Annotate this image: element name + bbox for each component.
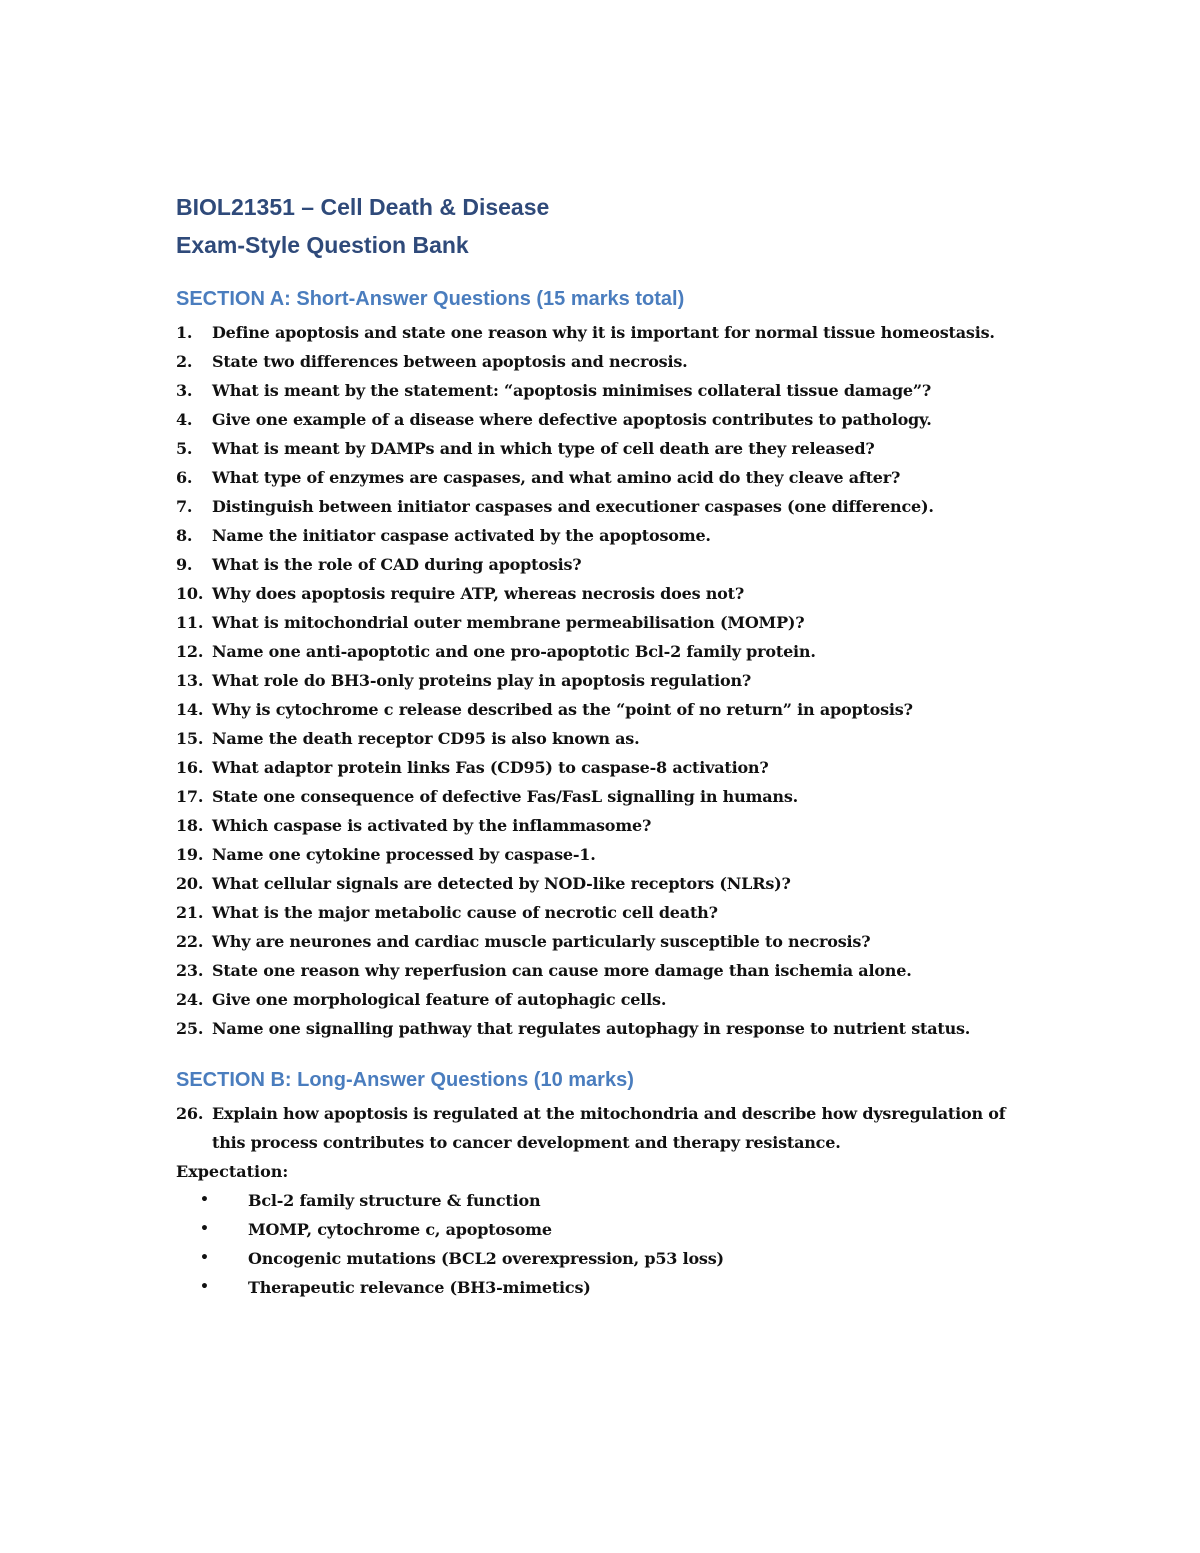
expectation-bullet-list xyxy=(176,1186,1036,1302)
question-number: 14. xyxy=(176,700,204,719)
question-number: 18. xyxy=(176,816,204,835)
document-title: BIOL21351 – Cell Death & Disease xyxy=(176,194,550,220)
document-subtitle: Exam-Style Question Bank xyxy=(176,232,469,258)
question-number: 13. xyxy=(176,671,204,690)
bullet-dot-icon: • xyxy=(200,1250,209,1266)
question-number: 4. xyxy=(176,410,193,429)
question-item-9 xyxy=(176,550,1036,579)
question-item-4 xyxy=(176,405,1036,434)
question-number: 26. xyxy=(176,1104,204,1123)
question-text: Give one example of a disease where defective apoptosis contributes to pathology. xyxy=(212,410,932,429)
expectation-label: Expectation: xyxy=(176,1162,289,1181)
section-a-question-list xyxy=(176,318,1036,1043)
question-text: Why is cytochrome c release described as the “point of no return” in apoptosis? xyxy=(212,700,913,719)
question-text: Which caspase is activated by the inflammasome? xyxy=(212,816,652,835)
question-item-10 xyxy=(176,579,1036,608)
question-text: What is the major metabolic cause of necrotic cell death? xyxy=(212,903,718,922)
question-number: 22. xyxy=(176,932,204,951)
question-number: 16. xyxy=(176,758,204,777)
question-item-6 xyxy=(176,463,1036,492)
question-number: 11. xyxy=(176,613,204,632)
question-number: 25. xyxy=(176,1019,204,1038)
question-text: Distinguish between initiator caspases and executioner caspases (one difference). xyxy=(212,497,934,516)
question-item-8 xyxy=(176,521,1036,550)
bullet-text: Bcl-2 family structure & function xyxy=(248,1191,541,1210)
question-number: 19. xyxy=(176,845,204,864)
question-item-12 xyxy=(176,637,1036,666)
question-number: 2. xyxy=(176,352,193,371)
expectation-bullet-item xyxy=(176,1273,1036,1302)
question-item-20 xyxy=(176,869,1036,898)
question-text: State one consequence of defective Fas/FasL signalling in humans. xyxy=(212,787,799,806)
document-content xyxy=(176,188,1036,1302)
question-text: Why are neurones and cardiac muscle particularly susceptible to necrosis? xyxy=(212,932,871,951)
question-item-19 xyxy=(176,840,1036,869)
bullet-text: MOMP, cytochrome c, apoptosome xyxy=(248,1220,552,1239)
question-item-17 xyxy=(176,782,1036,811)
question-item-15 xyxy=(176,724,1036,753)
question-text: What is mitochondrial outer membrane permeabilisation (MOMP)? xyxy=(212,613,805,632)
question-text: What is meant by the statement: “apoptosis minimises collateral tissue damage”? xyxy=(212,381,932,400)
question-text: Name one anti-apoptotic and one pro-apoptotic Bcl-2 family protein. xyxy=(212,642,816,661)
question-text: Give one morphological feature of autophagic cells. xyxy=(212,990,667,1009)
question-number: 15. xyxy=(176,729,204,748)
question-text: What is the role of CAD during apoptosis? xyxy=(212,555,582,574)
question-number: 5. xyxy=(176,439,193,458)
question-number: 23. xyxy=(176,961,204,980)
question-text: What role do BH3-only proteins play in apoptosis regulation? xyxy=(212,671,752,690)
question-text: Why does apoptosis require ATP, whereas necrosis does not? xyxy=(212,584,745,603)
question-text: Name one signalling pathway that regulates autophagy in response to nutrient status. xyxy=(212,1019,971,1038)
expectation-bullet-item xyxy=(176,1215,1036,1244)
question-item-1 xyxy=(176,318,1036,347)
question-text: Explain how apoptosis is regulated at the mitochondria and describe how dysregulation of this process contributes to cancer development and therapy resistance. xyxy=(212,1104,1006,1152)
question-item-13 xyxy=(176,666,1036,695)
question-number: 8. xyxy=(176,526,193,545)
question-number: 3. xyxy=(176,381,193,400)
bullet-dot-icon: • xyxy=(200,1221,209,1237)
question-item-7 xyxy=(176,492,1036,521)
question-number: 1. xyxy=(176,323,193,342)
question-number: 6. xyxy=(176,468,193,487)
question-text: What type of enzymes are caspases, and what amino acid do they cleave after? xyxy=(212,468,901,487)
question-text: Name one cytokine processed by caspase-1. xyxy=(212,845,596,864)
bullet-dot-icon: • xyxy=(200,1192,209,1208)
section-b-question-list xyxy=(176,1099,1036,1157)
question-item-23 xyxy=(176,956,1036,985)
section-b-heading: SECTION B: Long-Answer Questions (10 marks) xyxy=(176,1069,634,1091)
bullet-dot-icon: • xyxy=(200,1279,209,1295)
bullet-text: Oncogenic mutations (BCL2 overexpression, p53 loss) xyxy=(248,1249,724,1268)
question-item-22 xyxy=(176,927,1036,956)
question-number: 12. xyxy=(176,642,204,661)
question-item-2 xyxy=(176,347,1036,376)
question-item-5 xyxy=(176,434,1036,463)
question-item-3 xyxy=(176,376,1036,405)
question-item-16 xyxy=(176,753,1036,782)
question-number: 10. xyxy=(176,584,204,603)
question-text: What cellular signals are detected by NOD-like receptors (NLRs)? xyxy=(212,874,791,893)
expectation-bullet-item xyxy=(176,1244,1036,1273)
question-text: Name the death receptor CD95 is also known as. xyxy=(212,729,640,748)
bullet-text: Therapeutic relevance (BH3-mimetics) xyxy=(248,1278,591,1297)
question-text: What is meant by DAMPs and in which type of cell death are they released? xyxy=(212,439,875,458)
question-number: 20. xyxy=(176,874,204,893)
question-number: 21. xyxy=(176,903,204,922)
question-text: State one reason why reperfusion can cause more damage than ischemia alone. xyxy=(212,961,912,980)
section-a-heading: SECTION A: Short-Answer Questions (15 marks total) xyxy=(176,288,685,310)
question-item-21 xyxy=(176,898,1036,927)
question-item-11 xyxy=(176,608,1036,637)
question-item-18 xyxy=(176,811,1036,840)
question-item-24 xyxy=(176,985,1036,1014)
question-number: 24. xyxy=(176,990,204,1009)
question-number: 9. xyxy=(176,555,193,574)
question-number: 17. xyxy=(176,787,204,806)
question-item-25 xyxy=(176,1014,1036,1043)
question-item-26 xyxy=(176,1099,1036,1157)
question-text: Name the initiator caspase activated by the apoptosome. xyxy=(212,526,711,545)
question-text: Define apoptosis and state one reason why it is important for normal tissue homeostasis. xyxy=(212,323,995,342)
question-item-14 xyxy=(176,695,1036,724)
question-number: 7. xyxy=(176,497,193,516)
question-text: State two differences between apoptosis and necrosis. xyxy=(212,352,688,371)
expectation-bullet-item xyxy=(176,1186,1036,1215)
question-text: What adaptor protein links Fas (CD95) to caspase-8 activation? xyxy=(212,758,769,777)
